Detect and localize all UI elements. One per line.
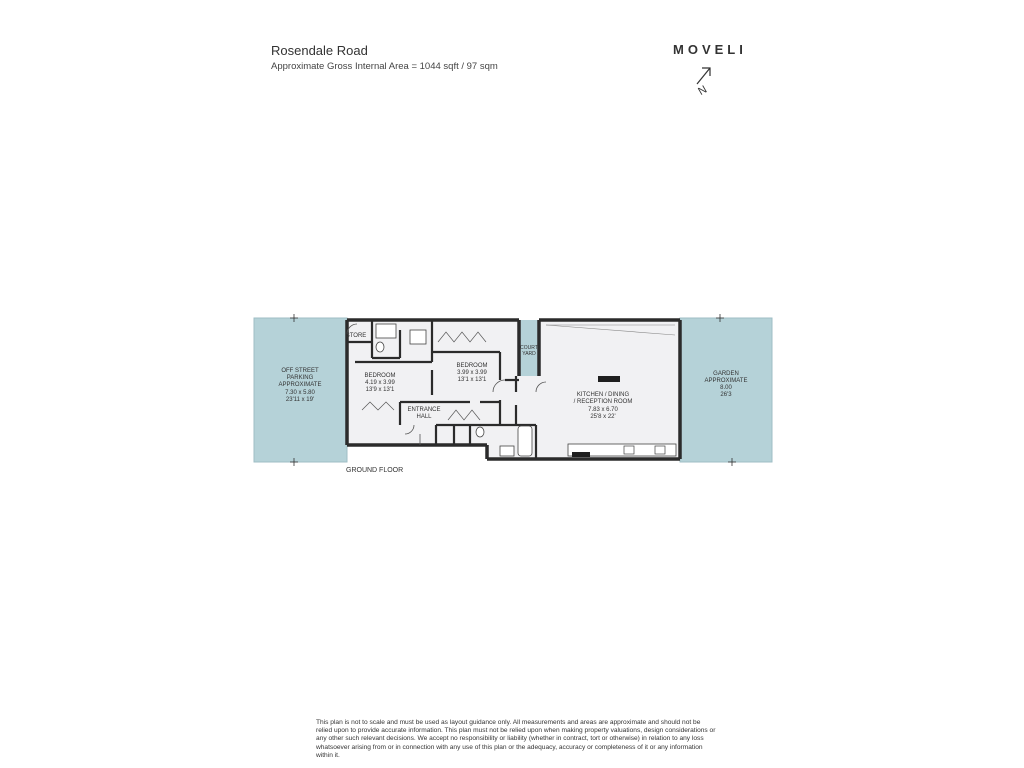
interior-floor (347, 320, 680, 459)
garden-metric: 8.00 (720, 385, 732, 391)
courtyard-line2: YARD (522, 351, 536, 357)
kitchen-imperial: 25'8 x 22' (590, 414, 616, 420)
property-title: Rosendale Road (271, 43, 368, 58)
courtyard-line1: COURT (520, 345, 538, 351)
garden-imperial: 26'3 (720, 392, 732, 398)
bedroom2-imperial: 13'1 x 13'1 (457, 377, 487, 383)
parking-line2: PARKING (286, 375, 314, 381)
disclaimer-text: This plan is not to scale and must be used as layout guidance only. All measurements and areas are approximate and should not be relied upon to provide accurate information. This plan must not be relied upon when making property valuations, design considerations or any other such relevant decisions. We accept no responsibility or liability (whether in contract, tort or otherwise) in relation to any loss whatsoever arising from or in connection with any use of this plan or the adequacy, accuracy or completeness of it or any information within it. (316, 719, 716, 759)
kitchen-line1: KITCHEN / DINING (576, 392, 630, 398)
parking-metric: 7.30 x 5.80 (285, 390, 315, 396)
bedroom1-metric: 4.19 x 3.99 (365, 380, 395, 386)
hob (572, 452, 590, 457)
parking-imperial: 23'11 x 19' (285, 397, 315, 403)
basin-2 (500, 446, 514, 456)
wc-2 (476, 427, 484, 437)
parking-line3: APPROXIMATE (278, 382, 322, 388)
wc (376, 342, 384, 352)
floor-label: GROUND FLOOR (346, 467, 404, 474)
bedroom2-name: BEDROOM (456, 363, 488, 369)
parking-line1: OFF STREET (281, 368, 319, 374)
garden-line1: GARDEN (713, 371, 739, 377)
bedroom1-imperial: 13'9 x 13'1 (365, 387, 395, 393)
entrance-line1: ENTRANCE (407, 407, 441, 413)
cooker (655, 446, 665, 454)
kitchen-line2: / RECEPTION ROOM (573, 399, 633, 405)
basin (410, 330, 426, 344)
kitchen-metric: 7.83 x 6.70 (588, 407, 618, 413)
entrance-line2: HALL (416, 414, 432, 420)
shower-tray (376, 324, 396, 338)
kitchen-island (598, 376, 620, 382)
brand-logo: MOVELI (673, 42, 747, 57)
bathtub (518, 426, 532, 456)
garden-line2: APPROXIMATE (704, 378, 748, 384)
gross-internal-area: Approximate Gross Internal Area = 1044 sqft / 97 sqm (271, 61, 498, 72)
store-label: STORE (345, 333, 367, 339)
bedroom2-metric: 3.99 x 3.99 (457, 370, 487, 376)
north-label: N (696, 83, 710, 98)
bedroom1-name: BEDROOM (364, 373, 396, 379)
sink (624, 446, 634, 454)
